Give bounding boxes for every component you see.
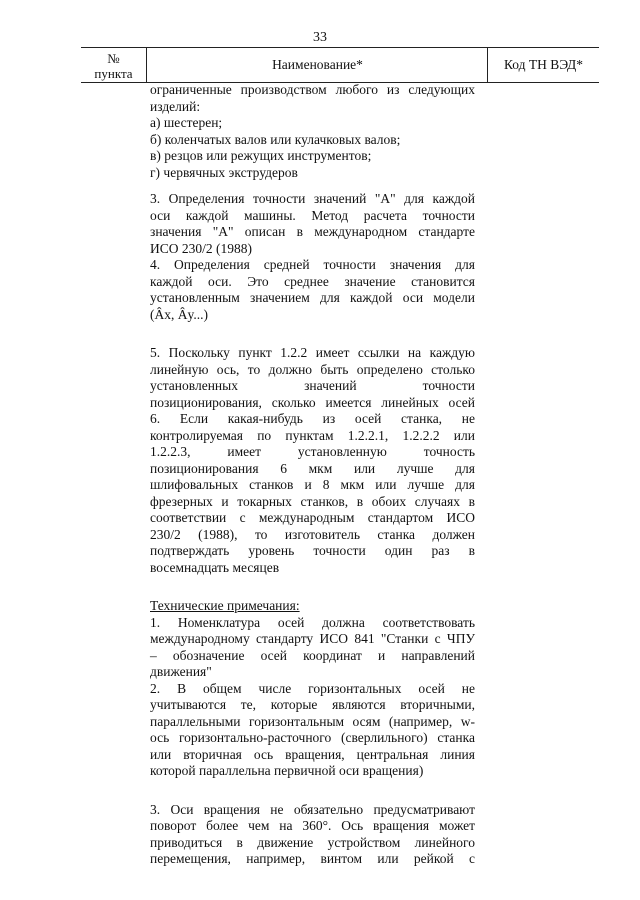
text-line: значения "А" описан в международном стандарте	[150, 224, 475, 239]
text-line: параллельными горизонтальным осям (например, w-	[150, 713, 475, 729]
text-line: или вторичная ось вращения, центральная линия	[150, 746, 475, 762]
text-line: линейную ось, то должно быть определено столько	[150, 361, 475, 377]
text-line: 3. Определения точности значений "А" для каждой	[150, 191, 475, 206]
text-line: международному стандарту ИСО 841 "Станки с ЧПУ	[150, 631, 475, 646]
list-item: г) червячных экструдеров	[150, 164, 298, 180]
text-line: 1.2.2.3, имеет установленную точность	[150, 444, 475, 459]
text-line: – обозначение осей координат и направлений	[150, 647, 475, 663]
table-header	[81, 47, 599, 83]
technical-notes-title: Технические примечания:	[150, 598, 300, 613]
page-number: 33	[313, 30, 327, 45]
text-line: ось горизонтально-расточного (сверлильного) станка	[150, 730, 475, 745]
text-line: оси каждой машины. Метод расчета точности	[150, 207, 475, 223]
text-line: позиционирования, сколько имеется линейных осей	[150, 394, 475, 410]
text-line: 3. Оси вращения не обязательно предусматривают	[150, 801, 475, 817]
header-number-word: пункта	[94, 66, 133, 81]
text-line: шлифовальных станков и 8 мкм или лучше для	[150, 477, 475, 492]
text-line: которой параллельна первичной оси вращения)	[150, 763, 424, 778]
text-line: фрезерных и токарных станков, в обоих случаях в	[150, 493, 475, 509]
text-line: 5. Поскольку пункт 1.2.2 имеет ссылки на каждую	[150, 345, 475, 360]
list-item: б) коленчатых валов или кулачковых валов;	[150, 131, 401, 147]
text-line: позиционирования 6 мкм или лучше для	[150, 460, 475, 476]
header-number-sign: №	[107, 51, 120, 66]
text-line: приводиться в движение устройством линейного	[150, 834, 475, 850]
list-item: а) шестерен;	[150, 115, 223, 130]
text-line: изделий:	[150, 98, 201, 114]
text-line: 1. Номенклатура осей должна соответствовать	[150, 614, 475, 630]
header-code: Код ТН ВЭД*	[503, 57, 584, 72]
text-line: движения"	[150, 664, 212, 679]
text-line: соответствии с международным стандартом ИСО	[150, 510, 475, 525]
text-line: 6. Если какая-нибудь из осей станка, не	[150, 411, 475, 426]
text-line: 4. Определения средней точности значения для	[150, 257, 475, 272]
text-line: восемнадцать месяцев	[150, 559, 280, 575]
text-line: подтверждать уровень точности один раз в	[150, 543, 475, 558]
text-line: (Âx, Ây...)	[150, 306, 208, 322]
text-line: установленным значением для каждой оси модели	[150, 290, 475, 305]
list-item: в) резцов или режущих инструментов;	[150, 148, 372, 163]
text-line: поворот более чем на 360°. Ось вращения может	[150, 818, 475, 833]
text-line: ограниченные производством любого из следующих	[150, 82, 475, 97]
text-line: ИСО 230/2 (1988)	[150, 240, 252, 256]
text-line: учитываются те, которые являются вторичными,	[150, 697, 475, 712]
text-line: каждой оси. Это среднее значение становится	[150, 273, 475, 289]
document-body	[150, 82, 475, 868]
text-line: контролируемая по пунктам 1.2.2.1, 1.2.2.2 или	[150, 427, 475, 443]
text-line: перемещения, например, винтом или рейкой с	[150, 851, 475, 866]
text-line: 2. В общем числе горизонтальных осей не	[150, 680, 475, 696]
text-line: 230/2 (1988), то изготовитель станка должен	[150, 526, 475, 542]
text-line: установленных значений точности	[150, 378, 475, 393]
header-name: Наименование*	[148, 48, 488, 82]
header-item-number	[81, 48, 147, 82]
